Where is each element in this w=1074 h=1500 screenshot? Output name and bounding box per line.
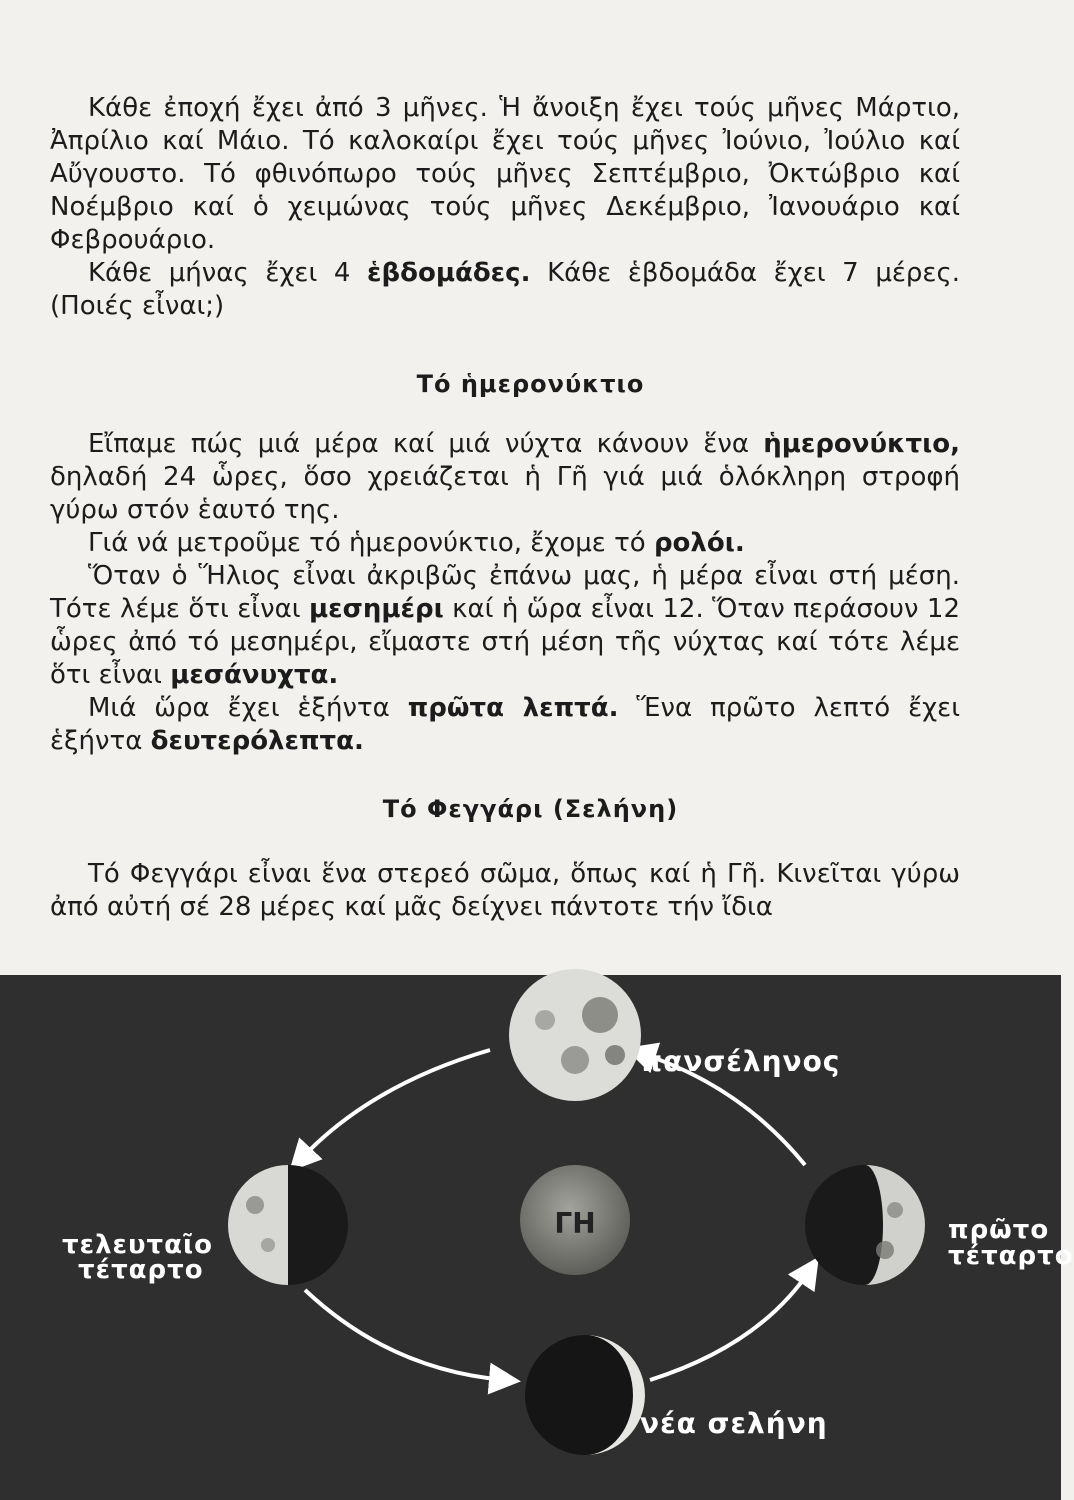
new-moon-icon <box>525 1335 645 1455</box>
orbit-arrow-top-left <box>300 1050 490 1160</box>
moon-paragraph: Τό Φεγγάρι εἶναι ἕνα στερεό σῶμα, ὅπως καί ἡ Γῆ. Κινεῖται γύρω ἀπό αὐτή σέ 28 μέρες καί μᾶς δείχνει πάντοτε τήν ἴδια <box>50 859 960 922</box>
minutes-paragraph <box>50 692 960 758</box>
orbit-arrow-bottom-left <box>305 1290 505 1380</box>
section-heading-moon: Τό Φεγγάρι (Σελήνη) <box>382 795 679 823</box>
minutes-text-b: Ἕνα πρῶτο λεπτό ἔχει ἑξήντα <box>50 693 960 756</box>
midnight-term: μεσάνυχτα. <box>170 660 339 690</box>
weeks-text-b: Κάθε ἑβδομάδα ἔχει 7 μέρες. (Ποιές εἶναι;) <box>50 258 960 321</box>
seconds-term: δευτερόλεπτα. <box>150 726 364 756</box>
full-moon-icon <box>509 969 641 1101</box>
minutes-term: πρῶτα λεπτά. <box>407 693 619 723</box>
nychthemeron-text-a: Εἴπαμε πώς μιά μέρα καί μιά νύχτα κάνουν ἕνα <box>88 429 764 459</box>
nychthemeron-paragraph <box>50 428 960 527</box>
seasons-paragraph: Κάθε ἐποχή ἔχει ἀπό 3 μῆνες. Ἡ ἄνοιξη ἔχει τούς μῆνες Μάρτιο, Ἀπρίλιο καί Μάιο. Τό καλοκαίρι ἔχει τούς μῆνες Ἰούνιο, Ἰούλιο καί Αὔγουστο. Τό φθινόπωρο τούς μῆνες Σεπτέμβριο, Ὀκτώβριο καί Νοέμβριο καί ὁ χειμώνας τούς μῆνες Δεκέμβριο, Ἰανουάριο καί Φεβρουάριο. <box>50 93 960 255</box>
day-night-text-block <box>50 428 960 758</box>
minutes-text-a: Μιά ὥρα ἔχει ἑξήντα <box>88 693 408 723</box>
noon-term: μεσημέρι <box>308 594 444 624</box>
weeks-term: ἑβδομάδες. <box>367 258 531 288</box>
seasons-text-block <box>50 92 960 323</box>
section-heading-day-night: Τό ἡμερονύκτιο <box>416 370 645 398</box>
clock-text: Γιά νά μετροῦμε τό ἡμερονύκτιο, ἔχομε τό <box>88 528 654 558</box>
last-quarter-moon-icon <box>228 1165 348 1285</box>
nychthemeron-term: ἡμερονύκτιο, <box>763 429 960 459</box>
orbit-arrow-bottom-right <box>650 1270 810 1380</box>
last-quarter-label-line2: τέταρτο <box>78 1255 204 1285</box>
clock-paragraph <box>50 527 960 560</box>
noon-text-b: καί ἡ ὥρα εἶναι 12. Ὅταν περάσουν 12 ὧρες ἀπό τό μεσημέρι, εἴμαστε στή μέση τῆς νύχτας καί τότε λέμε ὅτι εἶναι <box>50 594 960 690</box>
noon-midnight-paragraph <box>50 560 960 692</box>
full-moon-label: πανσέληνος <box>640 1045 841 1078</box>
noon-text-a: Ὅταν ὁ Ἥλιος εἶναι ἀκριβῶς ἐπάνω μας, ἡ μέρα εἶναι στή μέση. Τότε λέμε ὅτι εἶναι <box>50 561 960 624</box>
last-quarter-label-line1: τελευταῖο <box>62 1230 213 1260</box>
clock-term: ρολόι. <box>653 528 745 558</box>
moon-phases-illustration <box>0 975 1074 1500</box>
nychthemeron-text-b: δηλαδή 24 ὧρες, ὅσο χρειάζεται ἡ Γῆ γιά μιά ὁλόκληρη στροφή γύρω στόν ἑαυτό της. <box>50 462 960 525</box>
first-quarter-moon-icon <box>805 1165 925 1285</box>
first-quarter-label-line2: τέταρτο <box>948 1241 1074 1271</box>
moon-text-block <box>50 858 960 924</box>
first-quarter-label-line1: πρῶτο <box>948 1215 1050 1245</box>
earth-label: ΓΗ <box>554 1207 596 1240</box>
weeks-paragraph <box>50 257 960 323</box>
weeks-text-a: Κάθε μήνας ἔχει 4 <box>88 258 368 288</box>
new-moon-label: νέα σελήνη <box>640 1407 828 1440</box>
